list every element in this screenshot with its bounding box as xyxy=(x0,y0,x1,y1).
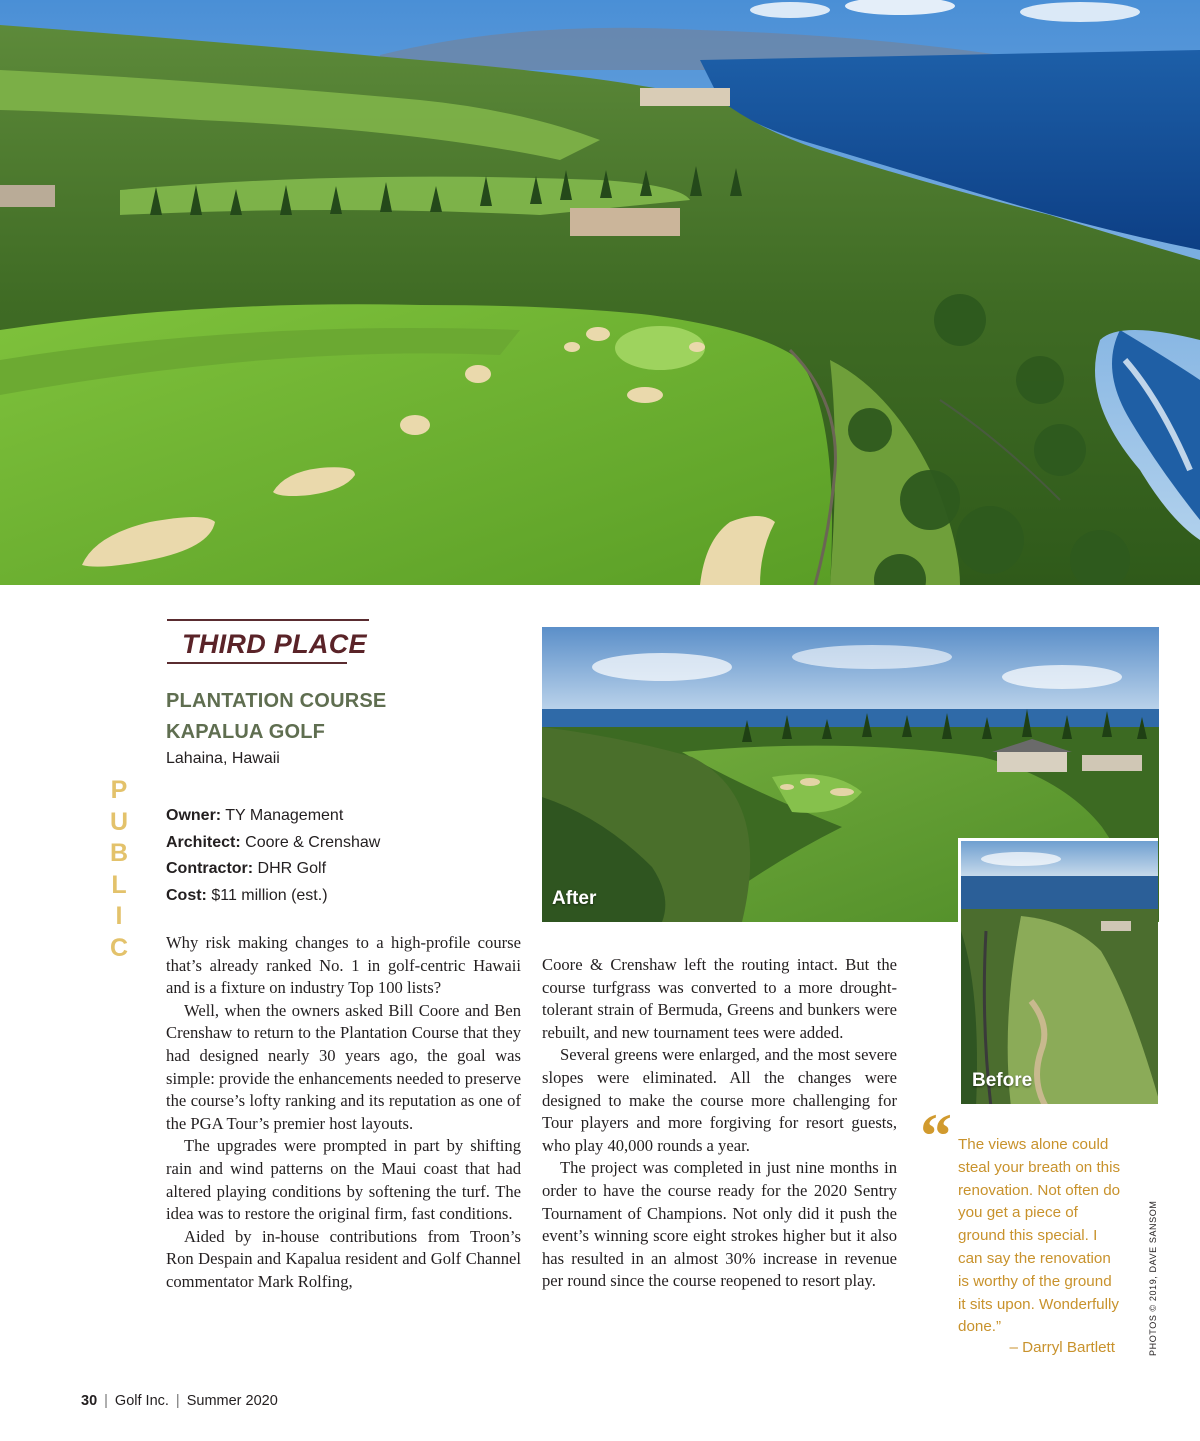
issue-date: Summer 2020 xyxy=(186,1393,278,1409)
fact-value: Coore & Crenshaw xyxy=(240,833,381,851)
rank-underline xyxy=(167,662,347,664)
footer-divider: | xyxy=(104,1393,108,1409)
article-paragraph: Several greens were enlarged, and the most severe slopes were eliminated. All the changes were designed to make the course more challenging for Tour players and more forgiving for resort guests, who play 40,000 rounds a year. xyxy=(542,1045,897,1155)
article-paragraph: The upgrades were prompted in part by shifting rain and wind patterns on the Maui coast that had altered playing conditions by softening the turf. The idea was to restore the original firm, fast conditions. xyxy=(166,1136,521,1224)
before-photo xyxy=(958,838,1158,1104)
fact-label: Architect: xyxy=(166,833,241,851)
fact-label: Contractor: xyxy=(166,860,254,877)
article-paragraph: Why risk making changes to a high-profile course that’s already ranked No. 1 in golf-centric Hawaii and is a fixture on industry Top 100 lists? xyxy=(166,933,521,998)
article-paragraph: Coore & Crenshaw left the routing intact. But the course turfgrass was converted to a more drought-tolerant strain of Bermuda, Greens and bunkers were rebuilt, and new tournament tees were added. xyxy=(542,955,897,1042)
category-letter: U xyxy=(109,807,129,836)
location: Lahaina, Hawaii xyxy=(166,750,280,767)
fact-value: DHR Golf xyxy=(253,860,327,877)
fact-label: Cost: xyxy=(166,886,207,904)
fact-architect xyxy=(166,830,380,857)
rank-title: THIRD PLACE xyxy=(182,629,367,659)
publication-name: Golf Inc. xyxy=(114,1393,169,1409)
fact-owner xyxy=(166,803,380,830)
page-number: 30 xyxy=(81,1393,98,1409)
hero-aerial-photo xyxy=(0,0,1200,585)
fact-cost xyxy=(166,883,380,910)
category-letter: I xyxy=(115,902,123,930)
fact-value: TY Management xyxy=(221,807,344,824)
course-name: PLANTATION COURSE xyxy=(166,690,387,712)
quote-attribution: – Darryl Bartlett xyxy=(1009,1339,1115,1356)
category-letter: P xyxy=(110,776,128,804)
page-footer xyxy=(81,1393,278,1409)
article-column-1 xyxy=(166,932,521,1294)
before-label: Before xyxy=(972,1070,1033,1091)
photo-credit: PHOTOS © 2019, DAVE SANSOM xyxy=(1148,1200,1158,1356)
quote-mark-icon: “ xyxy=(920,1100,952,1171)
category-letter: C xyxy=(109,933,129,962)
fact-value: $11 million (est.) xyxy=(206,886,328,904)
pull-quote: The views alone could steal your breath on this renovation. Not often do you get a piece of ground this special. I can say the renovation is worthy of the ground it sits upon. Wonderfully done.” xyxy=(958,1136,1121,1336)
club-name: KAPALUA GOLF xyxy=(166,721,326,743)
category-vertical-label xyxy=(108,775,130,964)
category-letter: B xyxy=(109,839,129,867)
footer-divider: | xyxy=(175,1393,180,1409)
fact-contractor xyxy=(166,856,380,883)
article-column-2 xyxy=(542,954,897,1293)
rank-top-rule xyxy=(167,619,369,621)
article-paragraph: Aided by in-house contributions from Troon’s Ron Despain and Kapalua resident and Golf Channel commentator Mark Rolfing, xyxy=(166,1226,521,1291)
category-letter: L xyxy=(111,870,127,899)
article-paragraph: The project was completed in just nine months in order to have the course ready for the 2020 Sentry Tournament of Champions. Not only did it push the event’s winning score eight strokes higher but it also has resulted in an almost 30% increase in revenue per round since the course reopened to resort play. xyxy=(542,1158,897,1291)
after-label: After xyxy=(552,888,597,909)
fact-list xyxy=(166,803,380,909)
fact-label: Owner: xyxy=(166,807,222,824)
article-paragraph: Well, when the owners asked Bill Coore and Ben Crenshaw to return to the Plantation Course that they had designed nearly 30 years ago, the goal was simple: provide the enhancements needed to preserve the course’s lofty ranking and its reputation as one of the PGA Tour’s premier host layouts. xyxy=(166,1000,521,1133)
